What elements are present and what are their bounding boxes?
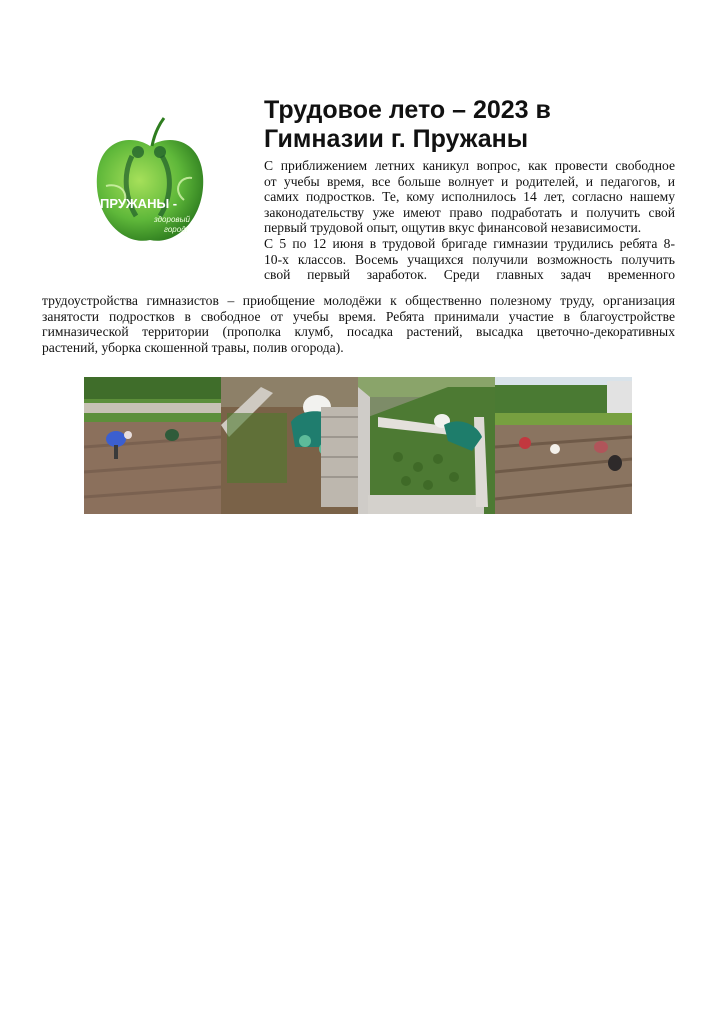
- paragraph-line: растений, уборка скошенной травы, полив огорода).: [42, 339, 344, 355]
- article-body-column: [264, 158, 675, 283]
- paragraph-line: С приближением летних каникул вопрос, как провести свободное: [264, 158, 675, 173]
- paragraph-line: занятости подростков в свободное от учебы время. Ребята принимали участие в благоустройстве: [42, 308, 675, 324]
- logo-text-sub2: город!: [164, 225, 188, 234]
- logo-pruzhany-apple: [92, 116, 208, 248]
- paragraph-line: первый трудовой опыт, ощутив вкус финансовой независимости.: [264, 220, 642, 236]
- paragraph-line: законодательству уже имеют право подработать и получить свой: [264, 204, 675, 220]
- title-line-1: Трудовое лето – 2023 в: [264, 96, 551, 124]
- article-body-wide: [42, 293, 675, 355]
- article-title: [264, 96, 684, 154]
- photo-vegetable-garden: [495, 377, 632, 514]
- paragraph-line: свой первый заработок. Среди главных задач временного: [264, 267, 675, 283]
- paragraph-line: от учебы время, все больше волнует и родителей, и педагогов, и: [264, 173, 675, 189]
- photo-garden-bed-planting: [221, 377, 358, 514]
- logo-text-sub1: здоровый: [154, 215, 190, 224]
- paragraph-line: самих подростков. Те, кому исполнилось 14 лет, согласно нашему: [264, 189, 675, 205]
- paragraph-line: трудоустройства гимназистов – приобщение молодёжи к общественно полезному труду, организация: [42, 293, 675, 308]
- apple-logo-graphic: [92, 116, 208, 248]
- photo-flower-bed-weeding: [358, 377, 495, 514]
- photo-field-weeding: [84, 377, 221, 514]
- paragraph-line: гимназической территории (прополка клумб, посадка растений, высадка цветочно-декоративных: [42, 324, 675, 340]
- title-line-2: Гимназии г. Пружаны: [264, 125, 529, 153]
- photo-collage: [84, 377, 632, 514]
- paragraph-line: С 5 по 12 июня в трудовой бригаде гимназии трудились ребята 8-: [264, 235, 675, 251]
- logo-text-main: ПРУЖАНЫ -: [100, 196, 178, 211]
- paragraph-line: 10-х классов. Восемь учащихся получили возможность получить: [264, 251, 675, 267]
